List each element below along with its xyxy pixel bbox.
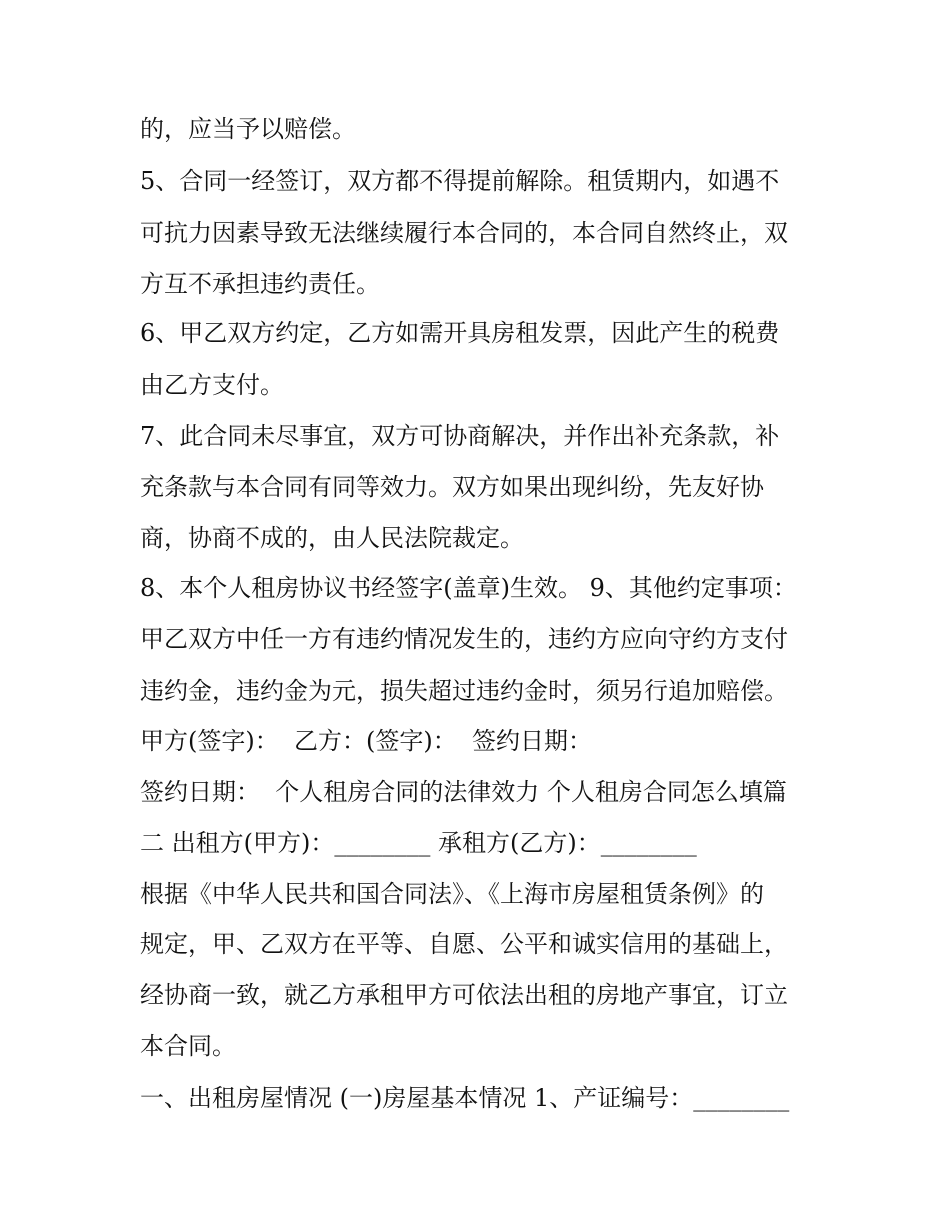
text-line: 本合同。 — [140, 1032, 236, 1060]
signature-line: 甲方(签字)： 乙方：(签字)： 签约日期： — [140, 727, 592, 755]
text-line: 一、出租房屋情况 (一)房屋基本情况 1、产证编号：________ — [140, 1084, 790, 1112]
text-line: 规定，甲、乙双方在平等、自愿、公平和诚实信用的基础上， — [140, 930, 788, 958]
text-line: 根据《中华人民共和国合同法》、《上海市房屋租赁条例》的 — [140, 880, 764, 908]
text-line: 违约金，违约金为元，损失超过违约金时，须另行追加赔偿。 — [140, 677, 788, 705]
text-line: 签约日期： 个人租房合同的法律效力 个人租房合同怎么填篇 — [140, 778, 787, 806]
text-line: 7、此合同未尽事宜，双方可协商解决，并作出补充条款，补 — [140, 422, 780, 450]
text-line: 商，协商不成的，由人民法院裁定。 — [140, 524, 524, 552]
text-line: 经协商一致，就乙方承租甲方可依法出租的房地产事宜，订立 — [140, 981, 788, 1009]
text-line: 二 出租方(甲方)：________ 承租方(乙方)：________ — [140, 829, 697, 857]
text-line: 可抗力因素导致无法继续履行本合同的，本合同自然终止，双 — [140, 219, 788, 247]
text-line: 充条款与本合同有同等效力。双方如果出现纠纷，先友好协 — [140, 473, 764, 501]
text-line: 5、合同一经签订，双方都不得提前解除。租赁期内，如遇不 — [140, 167, 780, 195]
text-line: 由乙方支付。 — [140, 371, 284, 399]
text-line: 甲乙双方中任一方有违约情况发生的，违约方应向守约方支付 — [140, 625, 788, 653]
text-line: 8、本个人租房协议书经签字(盖章)生效。 9、其他约定事项： — [140, 574, 797, 602]
text-line: 的，应当予以赔偿。 — [140, 115, 356, 143]
text-line: 6、甲乙双方约定，乙方如需开具房租发票，因此产生的税费 — [140, 319, 780, 347]
text-line: 方互不承担违约责任。 — [140, 270, 380, 298]
